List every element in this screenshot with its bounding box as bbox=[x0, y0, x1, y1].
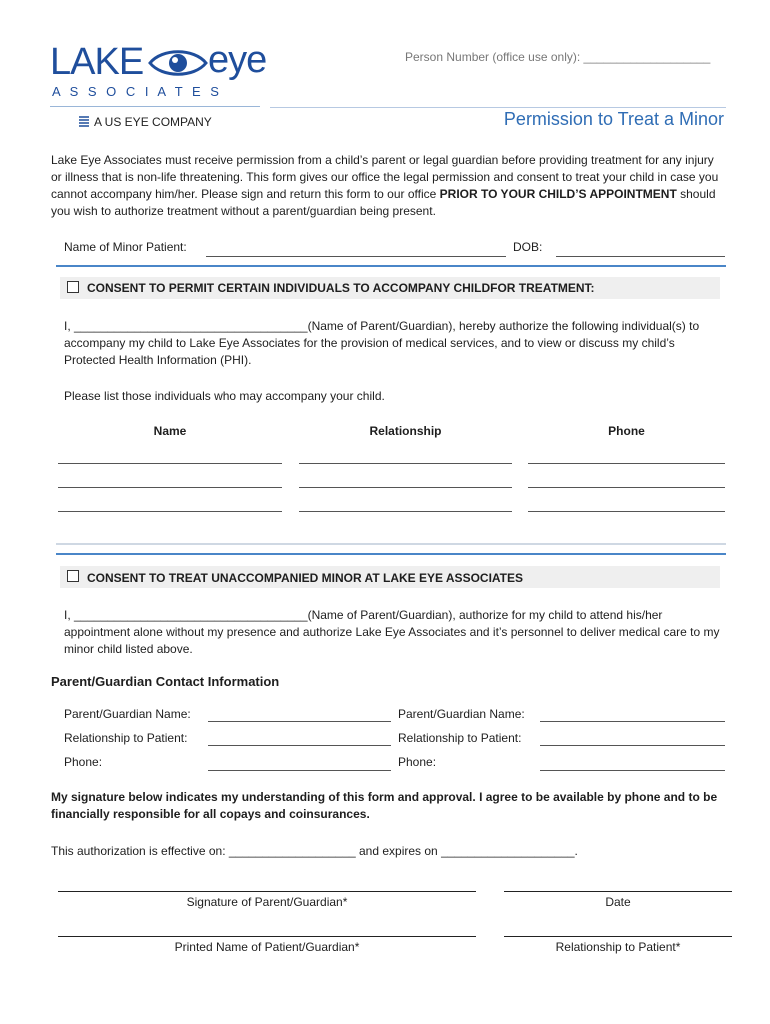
companion-name-field-2[interactable] bbox=[58, 487, 282, 488]
contact-right-phone-field[interactable] bbox=[540, 770, 725, 771]
eye-icon bbox=[148, 46, 208, 80]
companion-relationship-field-3[interactable] bbox=[299, 511, 512, 512]
logo-divider bbox=[50, 106, 260, 107]
signature-caption: Signature of Parent/Guardian* bbox=[186, 895, 348, 909]
companion-name-field-1[interactable] bbox=[58, 463, 282, 464]
contact-left-relationship-field[interactable] bbox=[208, 745, 391, 746]
section2-checkbox[interactable] bbox=[67, 570, 79, 582]
date-caption: Date bbox=[605, 895, 631, 909]
contact-right-name-field[interactable] bbox=[540, 721, 725, 722]
col-head-name: Name bbox=[153, 424, 187, 438]
agreement-statement: My signature below indicates my understanding of this form and approval. I agree to be available by phone and to be financially responsible for all copays and coinsurances. bbox=[51, 790, 718, 821]
companion-relationship-field-2[interactable] bbox=[299, 487, 512, 488]
logo-word-left: LAKE bbox=[50, 41, 144, 83]
companion-relationship-field-1[interactable] bbox=[299, 463, 512, 464]
section2-paragraph: I, ___________________________________(Name of Parent/Guardian), authorize for my child to attend his/her appointment alone without my presence and authorize Lake Eye Associates and it’s personnel to deliver medical care to my minor child listed above. bbox=[64, 608, 720, 656]
companion-name-field-3[interactable] bbox=[58, 511, 282, 512]
section1-paragraph: I, ___________________________________(Name of Parent/Guardian), hereby authorize the following individual(s) to accompany my child to Lake Eye Associates for the provision of medical services, and to view or discuss my child’s Protected Health Information (PHI). bbox=[64, 319, 700, 367]
printed-name-caption: Printed Name of Patient/Guardian* bbox=[174, 940, 360, 954]
list-prompt: Please list those individuals who may accompany your child. bbox=[64, 389, 385, 403]
dob-label: DOB: bbox=[513, 240, 543, 254]
section1-checkbox[interactable] bbox=[67, 281, 79, 293]
date-field[interactable] bbox=[504, 891, 732, 892]
contact-heading: Parent/Guardian Contact Information bbox=[51, 674, 280, 689]
contact-left-name-label: Parent/Guardian Name: bbox=[64, 707, 191, 721]
contact-right-relationship-label: Relationship to Patient: bbox=[398, 731, 522, 745]
minor-name-field[interactable] bbox=[206, 256, 506, 257]
relationship-caption: Relationship to Patient* bbox=[555, 940, 681, 954]
intro-bold: PRIOR TO YOUR CHILD’S APPOINTMENT bbox=[439, 187, 677, 201]
intro-paragraph bbox=[51, 152, 725, 220]
contact-right-relationship-field[interactable] bbox=[540, 745, 725, 746]
contact-left-name-field[interactable] bbox=[208, 721, 391, 722]
printed-name-field[interactable] bbox=[58, 936, 476, 937]
section2-rule bbox=[56, 553, 726, 555]
contact-right-phone-label: Phone: bbox=[398, 755, 437, 769]
person-number-field[interactable]: Person Number (office use only): ___________________ bbox=[405, 50, 711, 64]
page-title: Permission to Treat a Minor bbox=[503, 109, 724, 129]
dob-field[interactable] bbox=[556, 256, 725, 257]
section2-title: CONSENT TO TREAT UNACCOMPANIED MINOR AT LAKE EYE ASSOCIATES bbox=[87, 571, 524, 585]
contact-left-phone-field[interactable] bbox=[208, 770, 391, 771]
logo-subtitle: A S S O C I A T E S bbox=[52, 84, 222, 99]
col-head-phone: Phone bbox=[608, 424, 645, 438]
effective-dates-line[interactable]: This authorization is effective on: ___________________ and expires on ____________________. bbox=[51, 844, 578, 858]
logo-tagline: A US EYE COMPANY bbox=[94, 115, 212, 129]
contact-left-relationship-label: Relationship to Patient: bbox=[64, 731, 188, 745]
contact-left-phone-label: Phone: bbox=[64, 755, 103, 769]
companion-phone-field-3[interactable] bbox=[528, 511, 725, 512]
signature-field[interactable] bbox=[58, 891, 476, 892]
intro-text: Lake Eye Associates must receive permission from a child’s parent or legal guardian before providing treatment for any injury or illness that is non-life threatening. This form gives our office the legal permission and consent to treat your child in case you cannot accompany him/her. Please sign and return this form to our office bbox=[51, 153, 719, 201]
col-head-relationship: Relationship bbox=[369, 424, 442, 438]
logo-word-right: eye bbox=[208, 39, 267, 81]
us-eye-mark-icon bbox=[78, 115, 90, 129]
section1-title: CONSENT TO PERMIT CERTAIN INDIVIDUALS TO ACCOMPANY CHILDFOR TREATMENT: bbox=[87, 281, 595, 295]
minor-name-label: Name of Minor Patient: bbox=[64, 240, 187, 254]
relationship-field[interactable] bbox=[504, 936, 732, 937]
companion-phone-field-2[interactable] bbox=[528, 487, 725, 488]
intro-tail: should you wish to authorize treatment without a parent/guardian being present. bbox=[51, 187, 716, 218]
section1-rule bbox=[56, 265, 726, 267]
companion-phone-field-1[interactable] bbox=[528, 463, 725, 464]
section2-gray-rule bbox=[56, 543, 726, 545]
logo bbox=[50, 40, 265, 135]
contact-right-name-label: Parent/Guardian Name: bbox=[398, 707, 525, 721]
